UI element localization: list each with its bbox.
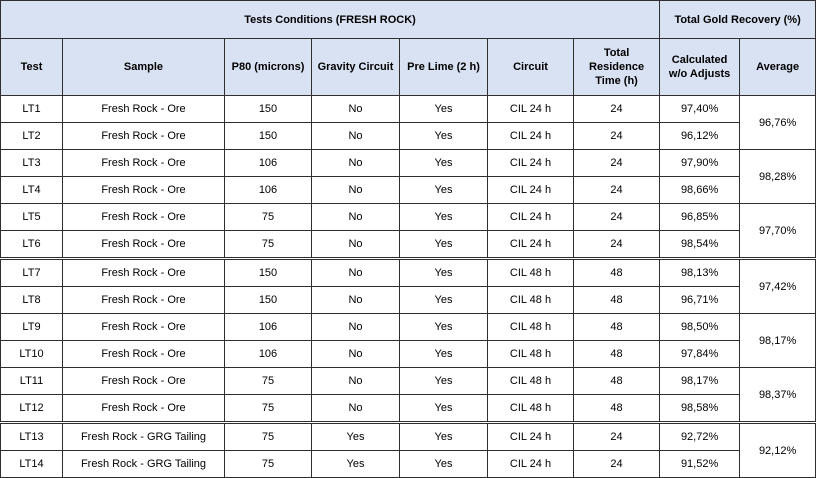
cell-gravity: No — [312, 395, 400, 423]
cell-test: LT10 — [1, 341, 63, 368]
header-row-groups — [1, 1, 816, 39]
cell-calculated: 98,50% — [660, 314, 740, 341]
table-row — [1, 314, 816, 341]
cell-residence: 24 — [574, 123, 660, 150]
cell-test: LT13 — [1, 423, 63, 451]
cell-test: LT9 — [1, 314, 63, 341]
col-average: Average — [740, 39, 816, 96]
cell-circuit: CIL 24 h — [488, 150, 574, 177]
cell-circuit: CIL 48 h — [488, 395, 574, 423]
cell-sample: Fresh Rock - Ore — [63, 314, 225, 341]
cell-p80: 75 — [225, 231, 312, 259]
table-row — [1, 423, 816, 451]
cell-test: LT11 — [1, 368, 63, 395]
cell-residence: 24 — [574, 96, 660, 123]
cell-p80: 75 — [225, 423, 312, 451]
table-row — [1, 395, 816, 423]
col-circuit: Circuit — [488, 39, 574, 96]
cell-circuit: CIL 24 h — [488, 451, 574, 478]
cell-average: 97,42% — [740, 259, 816, 314]
cell-gravity: No — [312, 204, 400, 231]
cell-gravity: Yes — [312, 451, 400, 478]
cell-sample: Fresh Rock - Ore — [63, 96, 225, 123]
cell-calculated: 98,17% — [660, 368, 740, 395]
cell-p80: 150 — [225, 259, 312, 287]
col-calculated: Calculated w/o Adjusts — [660, 39, 740, 96]
cell-gravity: No — [312, 259, 400, 287]
table-row — [1, 259, 816, 287]
table-row — [1, 123, 816, 150]
cell-residence: 24 — [574, 150, 660, 177]
col-gravity: Gravity Circuit — [312, 39, 400, 96]
cell-residence: 48 — [574, 259, 660, 287]
cell-circuit: CIL 24 h — [488, 96, 574, 123]
cell-gravity: No — [312, 287, 400, 314]
cell-p80: 106 — [225, 341, 312, 368]
cell-test: LT1 — [1, 96, 63, 123]
cell-sample: Fresh Rock - Ore — [63, 150, 225, 177]
cell-sample: Fresh Rock - Ore — [63, 259, 225, 287]
cell-test: LT8 — [1, 287, 63, 314]
cell-prelime: Yes — [400, 314, 488, 341]
cell-gravity: No — [312, 368, 400, 395]
cell-calculated: 96,71% — [660, 287, 740, 314]
table-body — [1, 96, 816, 478]
cell-calculated: 97,40% — [660, 96, 740, 123]
cell-prelime: Yes — [400, 423, 488, 451]
table-row — [1, 150, 816, 177]
cell-p80: 75 — [225, 451, 312, 478]
cell-p80: 150 — [225, 123, 312, 150]
cell-circuit: CIL 24 h — [488, 204, 574, 231]
col-sample: Sample — [63, 39, 225, 96]
cell-prelime: Yes — [400, 341, 488, 368]
cell-average: 92,12% — [740, 423, 816, 478]
cell-sample: Fresh Rock - Ore — [63, 395, 225, 423]
cell-circuit: CIL 24 h — [488, 423, 574, 451]
cell-p80: 75 — [225, 204, 312, 231]
cell-calculated: 96,85% — [660, 204, 740, 231]
cell-test: LT3 — [1, 150, 63, 177]
cell-average: 96,76% — [740, 96, 816, 150]
cell-residence: 48 — [574, 368, 660, 395]
cell-prelime: Yes — [400, 96, 488, 123]
cell-residence: 48 — [574, 314, 660, 341]
cell-test: LT2 — [1, 123, 63, 150]
cell-average: 98,28% — [740, 150, 816, 204]
cell-test: LT14 — [1, 451, 63, 478]
table-row — [1, 204, 816, 231]
recovery-title: Total Gold Recovery (%) — [660, 1, 816, 39]
cell-circuit: CIL 48 h — [488, 259, 574, 287]
cell-p80: 150 — [225, 96, 312, 123]
cell-calculated: 98,66% — [660, 177, 740, 204]
cell-circuit: CIL 48 h — [488, 368, 574, 395]
cell-sample: Fresh Rock - Ore — [63, 177, 225, 204]
cell-gravity: No — [312, 123, 400, 150]
cell-calculated: 98,58% — [660, 395, 740, 423]
cell-test: LT12 — [1, 395, 63, 423]
table-row — [1, 368, 816, 395]
cell-prelime: Yes — [400, 231, 488, 259]
cell-p80: 150 — [225, 287, 312, 314]
cell-gravity: No — [312, 96, 400, 123]
cell-test: LT4 — [1, 177, 63, 204]
cell-test: LT6 — [1, 231, 63, 259]
cell-average: 98,17% — [740, 314, 816, 368]
cell-test: LT7 — [1, 259, 63, 287]
cell-prelime: Yes — [400, 451, 488, 478]
cell-test: LT5 — [1, 204, 63, 231]
cell-sample: Fresh Rock - Ore — [63, 123, 225, 150]
cell-calculated: 96,12% — [660, 123, 740, 150]
cell-residence: 24 — [574, 177, 660, 204]
cell-residence: 48 — [574, 287, 660, 314]
cell-circuit: CIL 48 h — [488, 341, 574, 368]
cell-gravity: Yes — [312, 423, 400, 451]
cell-sample: Fresh Rock - Ore — [63, 341, 225, 368]
cell-sample: Fresh Rock - Ore — [63, 231, 225, 259]
cell-calculated: 92,72% — [660, 423, 740, 451]
table-row — [1, 341, 816, 368]
cell-sample: Fresh Rock - GRG Tailing — [63, 451, 225, 478]
col-test: Test — [1, 39, 63, 96]
cell-residence: 48 — [574, 395, 660, 423]
cell-prelime: Yes — [400, 395, 488, 423]
cell-circuit: CIL 48 h — [488, 287, 574, 314]
table-row — [1, 231, 816, 259]
cell-p80: 75 — [225, 368, 312, 395]
cell-prelime: Yes — [400, 150, 488, 177]
cell-sample: Fresh Rock - GRG Tailing — [63, 423, 225, 451]
conditions-title: Tests Conditions (FRESH ROCK) — [1, 1, 660, 39]
cell-circuit: CIL 24 h — [488, 123, 574, 150]
cell-calculated: 91,52% — [660, 451, 740, 478]
cell-average: 98,37% — [740, 368, 816, 423]
table-row — [1, 177, 816, 204]
cell-residence: 24 — [574, 231, 660, 259]
header-row-columns — [1, 39, 816, 96]
table-row — [1, 287, 816, 314]
cell-residence: 24 — [574, 423, 660, 451]
cell-gravity: No — [312, 177, 400, 204]
cell-prelime: Yes — [400, 204, 488, 231]
cell-gravity: No — [312, 341, 400, 368]
cell-sample: Fresh Rock - Ore — [63, 368, 225, 395]
cell-calculated: 97,84% — [660, 341, 740, 368]
cell-calculated: 98,13% — [660, 259, 740, 287]
cell-circuit: CIL 24 h — [488, 177, 574, 204]
cell-prelime: Yes — [400, 177, 488, 204]
cell-residence: 24 — [574, 451, 660, 478]
cell-p80: 106 — [225, 314, 312, 341]
cell-prelime: Yes — [400, 123, 488, 150]
col-p80: P80 (microns) — [225, 39, 312, 96]
table-row — [1, 451, 816, 478]
cell-p80: 106 — [225, 177, 312, 204]
cell-prelime: Yes — [400, 287, 488, 314]
cell-calculated: 97,90% — [660, 150, 740, 177]
table-row — [1, 96, 816, 123]
cell-residence: 24 — [574, 204, 660, 231]
cell-prelime: Yes — [400, 259, 488, 287]
cell-circuit: CIL 24 h — [488, 231, 574, 259]
cell-average: 97,70% — [740, 204, 816, 259]
cell-p80: 75 — [225, 395, 312, 423]
col-prelime: Pre Lime (2 h) — [400, 39, 488, 96]
cell-sample: Fresh Rock - Ore — [63, 204, 225, 231]
cell-p80: 106 — [225, 150, 312, 177]
cell-gravity: No — [312, 150, 400, 177]
cell-residence: 48 — [574, 341, 660, 368]
cell-prelime: Yes — [400, 368, 488, 395]
cell-sample: Fresh Rock - Ore — [63, 287, 225, 314]
cell-gravity: No — [312, 314, 400, 341]
cell-circuit: CIL 48 h — [488, 314, 574, 341]
cell-calculated: 98,54% — [660, 231, 740, 259]
col-residence: Total Residence Time (h) — [574, 39, 660, 96]
cell-gravity: No — [312, 231, 400, 259]
